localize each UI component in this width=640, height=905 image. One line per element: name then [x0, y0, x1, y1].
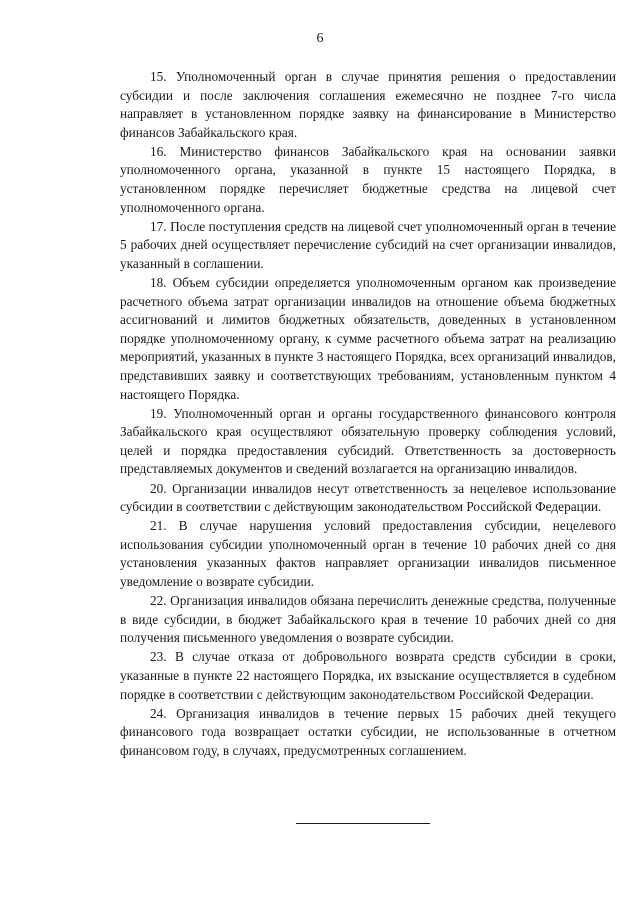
- document-body: [120, 68, 616, 760]
- paragraph-21: 21. В случае нарушения условий предоставления субсидии, нецелевого использования субсидии уполномоченный орган в течение 10 рабочих дней со дня установления указанных фактов направляет организации инвалидов письменное уведомление о возврате субсидии.: [120, 518, 616, 590]
- paragraph-15: 15. Уполномоченный орган в случае принятия решения о предоставлении субсидии и после заключения соглашения ежемесячно не позднее 7-го числа направляет в установленном порядке заявку на финансирование в Министерство финансов Забайкальского края.: [120, 69, 616, 140]
- paragraph-17: 17. После поступления средств на лицевой счет уполномоченный орган в течение 5 рабочих дней осуществляет перечисление субсидий на счет организации инвалидов, указанный в соглашении.: [120, 218, 616, 271]
- paragraph-24: 24. Организация инвалидов в течение первых 15 рабочих дней текущего финансового года возвращает остатки субсидии, не использованные в отчетном финансовом году, в случаях, предусмотренных соглашением.: [120, 705, 616, 758]
- paragraph-23: 23. В случае отказа от добровольного возврата средств субсидии в сроки, указанные в пункте 22 настоящего Порядка, их взыскание осуществляется в судебном порядке в соответствии с действующим законодательством Российской Федерации.: [120, 649, 616, 702]
- paragraph-19: 19. Уполномоченный орган и органы государственного финансового контроля Забайкальского края осуществляют обязательную проверку соблюдения условий, целей и порядка предоставления субсидий. Ответственность за достоверность представляемых документов и сведений возлагается на организацию инвалидов.: [120, 405, 616, 477]
- paragraph-16: 16. Министерство финансов Забайкальского края на основании заявки уполномоченного органа, указанной в пункте 15 настоящего Порядка, в установленном порядке перечисляет бюджетные средства на лицевой счет уполномоченного органа.: [120, 143, 616, 215]
- paragraph-18: 18. Объем субсидии определяется уполномоченным органом как произведение расчетного объема затрат организации инвалидов на отношение объема бюджетных ассигнований и лимитов бюджетных обязательств, доведенных в установленном порядке уполномоченному органу, к сумме расчетного объема затрат на реализацию мероприятий, указанных в пункте 3 настоящего Порядка, всех организаций инвалидов, представивших заявку и соответствующих требованиям, установленным пунктом 4 настоящего Порядка.: [120, 275, 616, 402]
- page-number: 6: [316, 31, 324, 46]
- paragraph-20: 20. Организации инвалидов несут ответственность за нецелевое использование субсидии в соответствии с действующим законодательством Российской Федерации.: [120, 480, 616, 515]
- end-of-document-rule: [296, 823, 430, 824]
- paragraph-22: 22. Организация инвалидов обязана перечислить денежные средства, полученные в виде субсидии, в бюджет Забайкальского края в течение 10 рабочих дней со дня получения письменного уведомления о возврате субсидии.: [120, 593, 616, 646]
